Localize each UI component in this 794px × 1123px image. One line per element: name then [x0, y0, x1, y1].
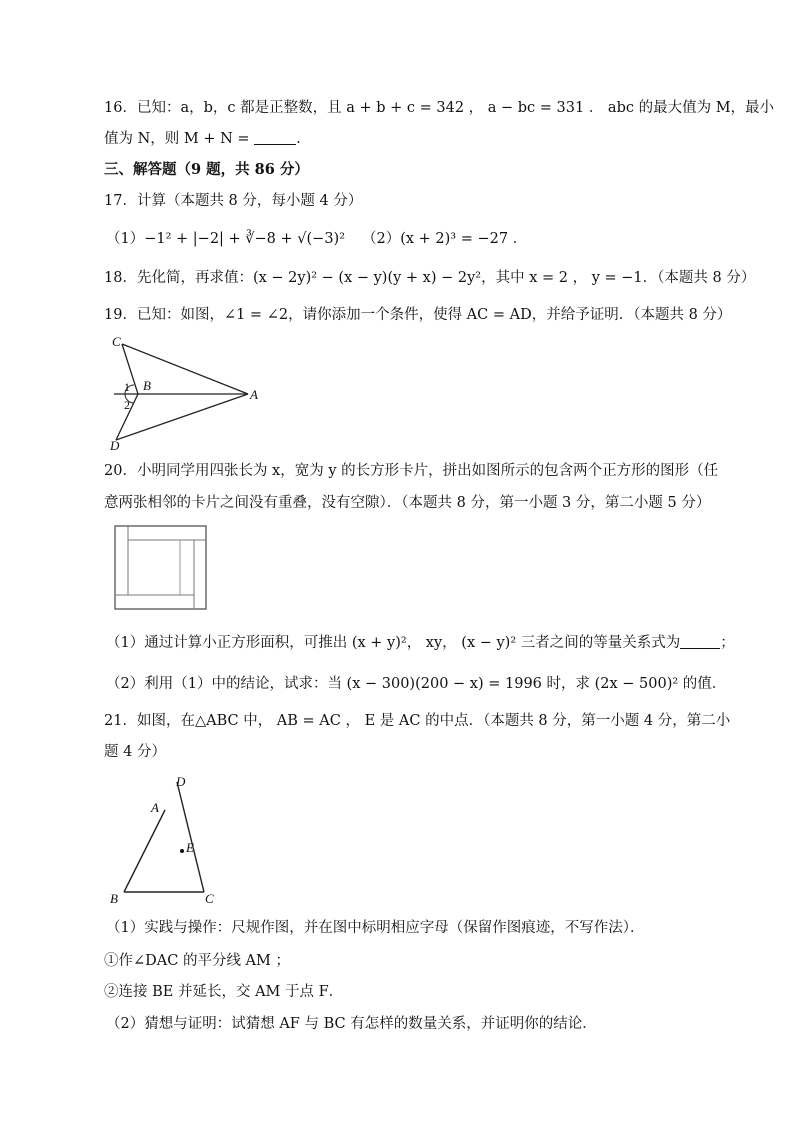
- q21-label-D: D: [176, 774, 186, 789]
- q20-part2: （2）利用（1）中的结论，试求：当 (x − 300)(200 − x) = 1996 时，求 (2x − 500)² 的值．: [106, 676, 727, 692]
- q19-figure: [100, 330, 270, 455]
- q20-part1-end: ；: [720, 635, 735, 651]
- q20-figure: [114, 525, 208, 611]
- q21-step2: ②连接 BE 并延长，交 AM 于点 F．: [104, 984, 344, 1000]
- q20-part1: [106, 633, 735, 653]
- q21-line2: 题 4 分）: [104, 744, 166, 760]
- q20-outer-square: [115, 526, 206, 609]
- q19-label-C: C: [112, 334, 121, 349]
- q21-line-DC: [177, 782, 204, 892]
- q18-text: 18．先化简，再求值：(x − 2y)² − (x − y)(y + x) − 2y²，其中 x = 2 ， y = −1．（本题共 8 分）: [104, 270, 756, 286]
- q17-part2: （2）(x + 2)³ = −27 ．: [362, 231, 528, 247]
- q17-part1: （1）−1² + |−2| + ∛−8 + √(−3)²: [106, 231, 346, 247]
- q21-part2: （2）猜想与证明：试猜想 AF 与 BC 有怎样的数量关系，并证明你的结论．: [106, 1016, 597, 1032]
- q16-line2: [104, 129, 311, 149]
- section3-title: 三、解答题（9 题，共 86 分）: [104, 161, 309, 178]
- q21-label-C: C: [205, 891, 214, 906]
- q19-label-2: 2: [124, 398, 130, 412]
- q21-line1: 21．如图，在△ABC 中， AB = AC ， E 是 AC 的中点．（本题共 8 分，第一小题 4 分，第二小: [104, 713, 731, 729]
- q19-label-B: B: [143, 378, 151, 393]
- q19-line-CA: [122, 344, 248, 394]
- q21-line-AB: [124, 810, 165, 892]
- q19-label-1: 1: [124, 380, 130, 394]
- q16-line2-text: 值为 N，则 M + N =: [104, 131, 255, 147]
- q20-part1-text: （1）通过计算小正方形面积，可推出 (x + y)²， xy， (x − y)² 三者之间的等量关系式为: [106, 635, 681, 651]
- q16-line1: 16．已知：a，b，c 都是正整数，且 a + b + c = 342 ， a − bc = 331 ． abc 的最大值为 M，最小: [104, 100, 775, 116]
- q21-label-A: A: [151, 800, 159, 815]
- q21-label-B: B: [110, 891, 118, 906]
- q19-label-A: A: [250, 387, 258, 402]
- q19-label-D: D: [110, 438, 120, 453]
- q20-answer-blank: [680, 634, 720, 649]
- q16-answer-blank: [254, 130, 296, 145]
- q21-label-E: E: [186, 840, 194, 855]
- q21-step1: ①作∠DAC 的平分线 AM ；: [104, 953, 290, 969]
- q16-line2-end: ．: [296, 131, 311, 147]
- q21-part1: （1）实践与操作：尺规作图，并在图中标明相应字母（保留作图痕迹，不写作法）．: [106, 920, 645, 936]
- q20-line1: 20．小明同学用四张长为 x，宽为 y 的长方形卡片，拼出如图所示的包含两个正方形的图形（任: [104, 463, 719, 479]
- q19-line-DA: [116, 394, 248, 440]
- q17-title: 17．计算（本题共 8 分，每小题 4 分）: [104, 193, 363, 209]
- q21-point-E: [180, 849, 184, 853]
- q20-inner-square: [128, 540, 194, 595]
- q21-figure: [108, 772, 228, 907]
- q19-text: 19．已知：如图，∠1 = ∠2，请你添加一个条件，使得 AC = AD，并给予证明．（本题共 8 分）: [104, 307, 732, 323]
- q20-line2: 意两张相邻的卡片之间没有重叠，没有空隙）．（本题共 8 分，第一小题 3 分，第二小题 5 分）: [104, 495, 711, 511]
